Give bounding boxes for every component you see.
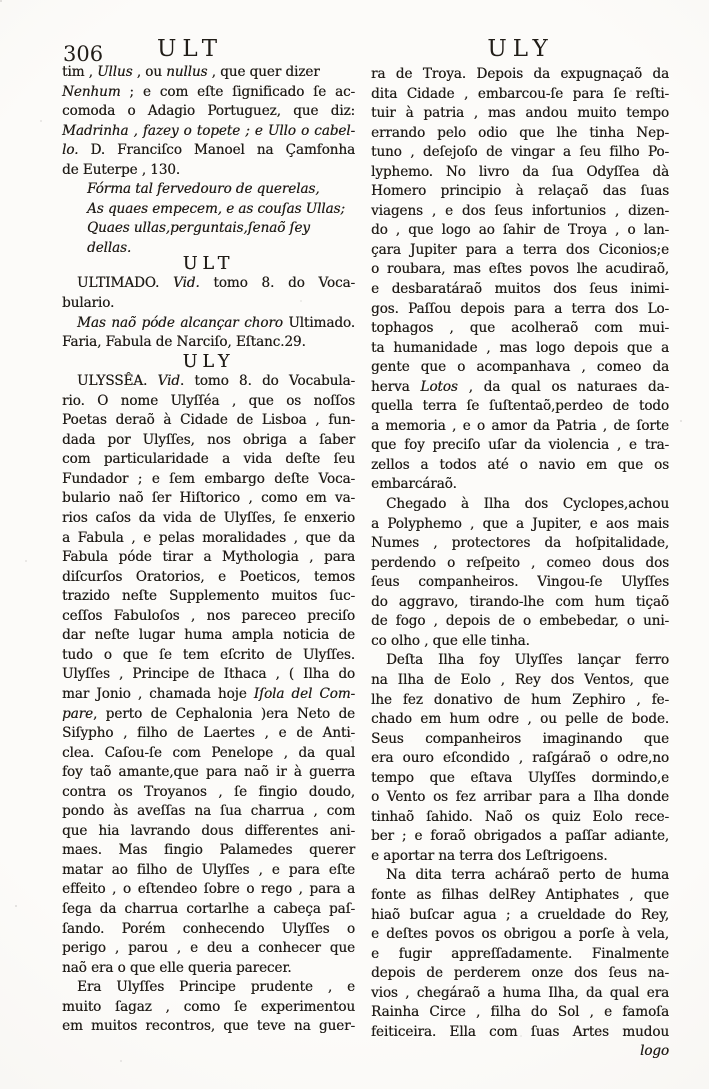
text-line: bulario naõ ſer Hiſtorico , como em va- <box>62 490 355 507</box>
text-line: ULYSSÊA. Vid. tomo 8. do Vocabula- <box>77 373 355 390</box>
text-line: diſcurſos Oratorios, e Poeticos, temos <box>62 568 355 585</box>
text-line: Quaes ullas,perguntais,ſenaõ ſey dellas. <box>87 220 310 256</box>
text-line: tophagos , que acolheraõ com mui- <box>371 320 669 337</box>
text-line: fonte as filhas delRey Antiphates , que <box>371 886 669 903</box>
text-line: clea. Caſou-ſe com Penelope , da qual <box>62 744 355 761</box>
text-line: gente que o acompanhava , comeo da <box>371 359 669 376</box>
text-line: lhe fez donativo de hum Zephiro , fe- <box>371 691 669 708</box>
text-line: rio. O nome Ulyſſéa , que os noſſos <box>62 392 355 409</box>
text-line: errando pelo odio que lhe tinha Nep- <box>371 124 669 141</box>
text-line: a Polyphemo , que a Jupiter, e aos mais <box>371 515 669 532</box>
text-line: Fundador ; e ſem embargo deſte Voca- <box>62 470 355 487</box>
text-line: Rainha Circe , filha do Sol , e famoſa <box>371 1004 669 1021</box>
text-line: Chegado à Ilha dos Cyclopes,achou <box>386 496 669 513</box>
text-line: tinhaõ ſahido. Naõ os quiz Eolo rece- <box>371 808 669 825</box>
text-line: Numes , protectores da hoſpitalidade, <box>371 535 669 552</box>
running-header-left: ULT <box>156 36 224 62</box>
text-line: e fugir appreſſadamente. Finalmente <box>371 945 669 962</box>
text-line: ULTIMADO. Vid. tomo 8. do Voca- <box>77 275 355 292</box>
text-line: ra de Troya. Depois da expugnaçaõ da <box>371 66 669 82</box>
text-line: As quaes empecem, e as couſas Ullas; <box>87 200 345 217</box>
text-line: comoda o Adagio Portuguez, que diz: <box>62 103 355 120</box>
text-line: ceſſos Fabuloſos , nos pareceo preciſo <box>62 607 355 624</box>
text-line: viagens , e dos ſeus infortunios , dizen- <box>371 202 669 219</box>
text-line: perigo , parou , e deu a conhecer que <box>62 940 355 957</box>
text-line: vios , chegáraõ a huma Ilha, da qual era <box>371 984 669 1001</box>
text-line: chado em hum odre , ou pelle de bode. <box>371 711 669 728</box>
text-line: de Euterpe , 130. <box>62 161 181 178</box>
text-line: gos. Paſſou depois para a terra dos Lo- <box>371 300 669 317</box>
paper-speckle <box>0 0 2 2</box>
text-line: ber ; e foraõ obrigados a paſſar adiante, <box>371 828 669 845</box>
right-text-column <box>371 65 669 1062</box>
text-line: a Fabula , e pelas moralidades , que da <box>62 529 355 546</box>
text-line: que foy preciſo uſar da violencia , e tra- <box>371 437 669 454</box>
text-line: ſeus companheiros. Vingou-ſe Ulyſſes <box>371 574 669 591</box>
text-line: dita Cidade , embarcou-ſe para ſe reſti- <box>371 85 669 102</box>
text-line: Deſta Ilha foy Ulyſſes lançar ferro <box>386 652 669 669</box>
text-line: Mas naõ póde alcançar choro Ultimado. <box>77 314 355 331</box>
text-line: a memoria , e o amor da Patria , de ſorte <box>371 417 669 434</box>
text-line: Homero principio à relaçaõ das ſuas <box>371 183 669 200</box>
text-line: ſando. Porém conhecendo Ulyſſes o <box>62 920 355 937</box>
text-line: tuno , deſejoſo de vingar a ſeu filho Po- <box>371 144 669 161</box>
text-line: pare, perto de Cephalonia )era Neto de <box>62 705 355 722</box>
section-heading: ULY <box>182 351 235 372</box>
text-line: pondo às aveſſas na ſua charrua , com <box>62 803 355 820</box>
running-header-right: ULY <box>487 36 554 62</box>
text-line: o Vento os fez arribar para a Ilha donde <box>371 789 669 806</box>
text-line: herva Lotos , da qual os naturaes da- <box>371 378 669 395</box>
text-line: hiaõ buſcar agua ; a crueldade do Rey, <box>371 906 669 923</box>
text-line: embarcáraõ. <box>371 476 457 493</box>
text-line: Nenhum ; e com eſte ſignificado ſe ac- <box>62 83 355 100</box>
text-line: Era Ulyſſes Principe prudente , e <box>77 979 355 996</box>
text-line: muito ſagaz , como ſe experimentou <box>62 998 355 1015</box>
text-line: era ouro eſcondido , raſgáraõ o odre,no <box>371 750 669 767</box>
text-line: naõ era o que elle queria parecer. <box>62 959 292 976</box>
text-line: perdendo o reſpeito , comeo dous dos <box>371 554 669 571</box>
text-line: do aggravo, tirando-lhe com hum tiçaõ <box>371 593 669 610</box>
text-line: rios caſos da vida de Ulyſſes, ſe enxerio <box>62 510 355 527</box>
text-line: Faria, Fabula de Narciſo, Eſtanc.29. <box>62 334 306 351</box>
text-line: foy taõ amante,que para naõ ir à guerra <box>62 764 355 781</box>
text-line: Ulyſſes , Principe de Ithaca , ( Ilha do <box>62 666 355 683</box>
text-line: dada por Ulyſſes, nos obriga a ſaber <box>62 431 355 448</box>
text-line: e aportar na terra dos Leſtrigoens. <box>371 847 608 864</box>
text-line: com particularidade a vida deſte ſeu <box>62 451 355 468</box>
text-line: bulario. <box>62 295 115 312</box>
text-line: co olho , que elle tinha. <box>371 632 530 649</box>
text-line: maes. Mas fingio Palamedes querer <box>62 842 355 859</box>
text-line: Seus companheiros imaginando que <box>371 730 669 747</box>
text-line: do , que logo ao ſahir de Troya , o lan- <box>371 222 669 239</box>
left-text-column <box>62 63 355 1037</box>
text-line: ta humanidade , mas logo depois que a <box>371 339 669 356</box>
page-number: 306 <box>63 42 104 66</box>
text-line: dar neſte lugar huma ampla noticia de <box>62 627 355 644</box>
text-line: feiticeira. Ella com ſuas Artes mudou <box>371 1023 669 1040</box>
text-line: tempo que eſtava Ulyſſes dormindo,e <box>371 769 669 786</box>
text-line: zellos a todos até o navio em que os <box>371 456 669 473</box>
text-line: lo. D. Franciſco Manoel na Çamfonha <box>62 142 355 159</box>
text-line: trazido neſte Supplemento muitos ſuc- <box>62 588 355 605</box>
text-line: na Ilha de Eolo , Rey dos Ventos, que <box>371 671 669 688</box>
text-line: e deſtes povos os obrigou a porſe à vela, <box>371 926 669 943</box>
text-line: Fórma tal fervedouro de querelas, <box>87 181 320 198</box>
text-line: Siſypho , filho de Laertes , e de Anti- <box>62 725 355 742</box>
text-line: em muitos recontros, que teve na guer- <box>62 1018 355 1035</box>
text-line: depois de perderem onze dos ſeus na- <box>371 965 669 982</box>
text-line: contra os Troyanos , ſe fingio doudo, <box>62 783 355 800</box>
text-line: matar ao filho de Ulyſſes , e para eſte <box>62 861 355 878</box>
text-line: Poetas deraõ à Cidade de Lisboa , fun- <box>62 412 355 429</box>
text-line: que hia lavrando dous differentes ani- <box>62 822 355 839</box>
text-line: tuir à patria , mas andou muito tempo <box>371 105 669 122</box>
catchword-line: logo <box>639 1043 669 1060</box>
text-line: tudo o que ſe tem eſcrito de Ulyſſes. <box>62 646 355 663</box>
text-line: ſega da charrua cortarlhe a cabeça paſ- <box>62 900 355 917</box>
text-line: çara Jupiter para a terra dos Ciconios;e <box>371 241 669 258</box>
text-line: de fogo , depois de o embebedar, o uni- <box>371 613 669 630</box>
text-line: tim , Ullus , ou nullus , que quer dizer <box>62 64 320 80</box>
text-line: mar Jonio , chamada hoje Iſola del Com- <box>62 685 355 702</box>
text-line: Madrinha , fazey o topete ; e Ullo o cabel- <box>62 122 355 139</box>
text-line: Na dita terra acháraõ perto de huma <box>386 867 669 884</box>
section-heading: ULT <box>182 253 235 274</box>
text-line: quella terra ſe ſuſtentaõ,perdeo de todo <box>371 398 669 415</box>
text-line: o roubara, mas eſtes povos lhe acudiraõ, <box>371 261 669 278</box>
text-line: effeito , o eſtendeo ſobre o rego , para a <box>62 881 355 898</box>
text-line: lyphemo. No livro da ſua Odyſſea dà <box>371 163 669 180</box>
text-line: e desbaratáraõ muitos dos ſeus inimi- <box>371 281 669 298</box>
text-line: Fabula póde tirar a Mythologia , para <box>62 549 355 566</box>
